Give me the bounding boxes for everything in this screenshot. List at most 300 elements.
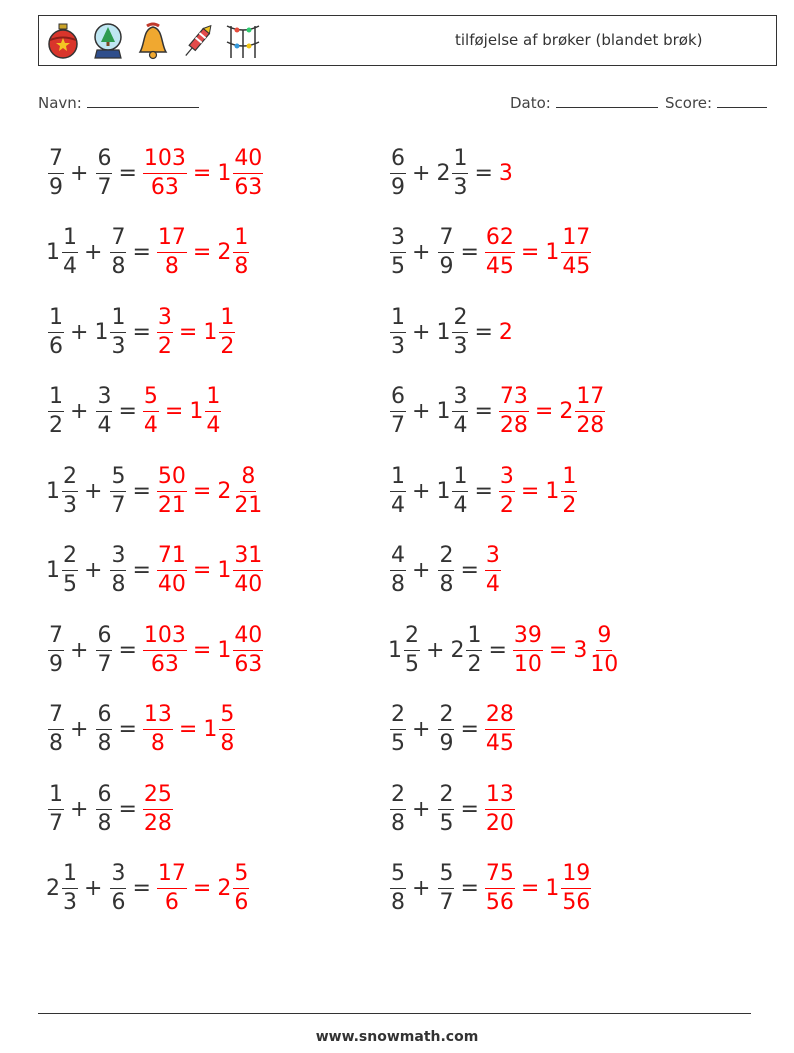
answer-fraction bbox=[157, 863, 187, 914]
addend-b-whole: 2 bbox=[436, 160, 451, 186]
addend-b bbox=[94, 145, 112, 200]
addend-a-numerator: 2 bbox=[404, 625, 420, 651]
answer-denominator: 2 bbox=[157, 333, 172, 359]
addend-a-numerator: 6 bbox=[390, 148, 406, 174]
problem-left-9 bbox=[46, 777, 173, 841]
addend-b bbox=[94, 704, 112, 755]
mixed-numerator: 17 bbox=[561, 227, 591, 253]
answer bbox=[157, 545, 263, 596]
mixed-numerator: 5 bbox=[219, 704, 235, 730]
mixed-fraction bbox=[233, 863, 249, 914]
name-field bbox=[38, 93, 199, 112]
addend-b-numerator: 7 bbox=[438, 227, 454, 253]
addend-a-denominator: 2 bbox=[49, 413, 63, 438]
mixed-numerator: 17 bbox=[575, 386, 605, 412]
addend-b-numerator: 2 bbox=[438, 784, 454, 810]
mixed-fraction bbox=[233, 145, 263, 200]
addend-a-numerator: 5 bbox=[390, 863, 406, 889]
answer-denominator: 4 bbox=[143, 413, 158, 438]
addend-b-fraction bbox=[452, 145, 468, 200]
answer-numerator: 71 bbox=[157, 545, 187, 571]
answer-numerator: 103 bbox=[143, 148, 187, 174]
answer-fraction bbox=[157, 463, 187, 518]
addend-a bbox=[388, 622, 420, 677]
problem-left-3 bbox=[46, 300, 235, 364]
addend-a bbox=[46, 386, 64, 437]
equals-sign: = bbox=[488, 637, 507, 663]
addend-a-denominator: 8 bbox=[391, 890, 405, 915]
plus-sign: + bbox=[70, 796, 89, 822]
addend-a-fraction bbox=[62, 545, 78, 596]
addend-a-numerator: 1 bbox=[48, 784, 64, 810]
addend-a bbox=[388, 386, 406, 437]
addend-a-denominator: 5 bbox=[405, 651, 419, 677]
answer-equals-sign: = bbox=[192, 637, 212, 663]
addend-a-numerator: 1 bbox=[48, 386, 64, 412]
problem-left-7 bbox=[46, 618, 263, 682]
plus-sign: + bbox=[70, 637, 89, 663]
mixed-whole: 1 bbox=[217, 160, 232, 186]
addend-a-fraction bbox=[48, 304, 64, 359]
equals-sign: = bbox=[132, 319, 151, 345]
addend-b-fraction bbox=[438, 781, 454, 836]
addend-a-denominator: 7 bbox=[49, 810, 63, 836]
plus-sign: + bbox=[412, 478, 431, 504]
addend-b-numerator: 1 bbox=[452, 466, 468, 492]
addend-b-denominator: 7 bbox=[97, 174, 112, 200]
answer-numerator: 39 bbox=[513, 625, 543, 651]
answer-fraction bbox=[485, 227, 515, 278]
addend-a-fraction bbox=[390, 545, 406, 596]
addend-a bbox=[46, 227, 78, 278]
equals-sign: = bbox=[118, 160, 137, 186]
problem-left-6 bbox=[46, 539, 263, 603]
addend-b-denominator: 9 bbox=[439, 731, 454, 756]
mixed-numerator: 40 bbox=[233, 625, 263, 651]
answer-denominator: 28 bbox=[143, 810, 172, 836]
addend-a-denominator: 8 bbox=[391, 572, 405, 597]
addend-a bbox=[46, 704, 64, 755]
addend-a-fraction bbox=[62, 227, 78, 278]
answer-equals-sign: = bbox=[192, 876, 212, 901]
addend-b bbox=[436, 863, 454, 914]
answer-denominator: 6 bbox=[164, 890, 179, 915]
addend-b-fraction bbox=[438, 863, 454, 914]
mixed-fraction bbox=[575, 386, 605, 437]
mixed-denominator: 63 bbox=[234, 174, 263, 200]
equals-sign: = bbox=[118, 399, 137, 424]
addend-a-numerator: 2 bbox=[62, 545, 78, 571]
mixed-whole: 3 bbox=[573, 637, 588, 663]
addend-b-fraction bbox=[96, 704, 112, 755]
answer-numerator: 3 bbox=[157, 307, 173, 333]
score-line[interactable] bbox=[717, 93, 767, 108]
addend-b-whole: 1 bbox=[436, 478, 451, 504]
addend-a bbox=[388, 145, 406, 200]
addend-a-denominator: 3 bbox=[391, 333, 405, 359]
problem-right-5 bbox=[388, 459, 577, 523]
answer bbox=[499, 161, 513, 186]
answer-denominator: 63 bbox=[150, 174, 179, 200]
name-line[interactable] bbox=[87, 93, 199, 108]
answer bbox=[157, 863, 249, 914]
answer-numerator: 17 bbox=[157, 227, 187, 253]
addend-a-fraction bbox=[48, 145, 64, 200]
addend-b-numerator: 2 bbox=[438, 704, 454, 730]
addend-a-numerator: 2 bbox=[62, 466, 78, 492]
mixed-fraction bbox=[233, 622, 263, 677]
equals-sign: = bbox=[132, 478, 151, 504]
plus-sign: + bbox=[70, 399, 89, 424]
addend-a-whole: 1 bbox=[46, 478, 60, 504]
addend-a-denominator: 4 bbox=[391, 492, 405, 518]
addend-b bbox=[450, 622, 482, 677]
addend-b-denominator: 2 bbox=[467, 651, 482, 677]
addend-b-fraction bbox=[110, 227, 126, 278]
mixed-numerator: 40 bbox=[233, 148, 263, 174]
footer-divider bbox=[38, 1013, 751, 1014]
answer bbox=[157, 227, 249, 278]
plus-sign: + bbox=[84, 478, 103, 504]
addend-a-fraction bbox=[390, 781, 406, 836]
addend-b bbox=[108, 545, 126, 596]
addend-a-fraction bbox=[390, 386, 406, 437]
answer-denominator: 8 bbox=[164, 254, 179, 279]
addend-b-denominator: 9 bbox=[439, 254, 454, 279]
addend-a-numerator: 7 bbox=[48, 704, 64, 730]
answer-fraction bbox=[485, 545, 501, 596]
addend-b-fraction bbox=[110, 463, 126, 518]
addend-b-whole: 1 bbox=[436, 399, 451, 424]
addend-b-denominator: 4 bbox=[453, 492, 468, 518]
plus-sign: + bbox=[412, 717, 431, 742]
addend-a bbox=[46, 545, 78, 596]
addend-b-numerator: 6 bbox=[96, 625, 112, 651]
answer-denominator: 10 bbox=[513, 651, 542, 677]
addend-b-denominator: 8 bbox=[111, 572, 126, 597]
answer-numerator: 62 bbox=[485, 227, 515, 253]
answer bbox=[143, 386, 221, 437]
answer-numerator: 28 bbox=[485, 704, 515, 730]
addend-a-denominator: 9 bbox=[391, 174, 405, 200]
mixed-fraction bbox=[219, 304, 235, 359]
addend-b bbox=[108, 463, 126, 518]
addend-b-fraction bbox=[452, 386, 468, 437]
addend-a-numerator: 1 bbox=[390, 307, 406, 333]
answer-equals-sign: = bbox=[520, 240, 540, 265]
addend-b bbox=[436, 304, 468, 359]
mixed-denominator: 2 bbox=[562, 492, 577, 518]
addend-a bbox=[46, 863, 78, 914]
answer-numerator: 3 bbox=[499, 466, 515, 492]
date-label: Dato: bbox=[510, 94, 551, 112]
addend-a-numerator: 2 bbox=[390, 704, 406, 730]
snow-globe-icon bbox=[90, 20, 126, 62]
bell-icon bbox=[135, 20, 171, 62]
addend-b bbox=[436, 704, 454, 755]
answer bbox=[485, 704, 515, 755]
answer-equals-sign: = bbox=[192, 160, 212, 186]
addend-a-denominator: 8 bbox=[391, 810, 405, 836]
addend-b-fraction bbox=[438, 545, 454, 596]
addend-a bbox=[46, 781, 64, 836]
addend-a bbox=[388, 704, 406, 755]
addend-b-numerator: 5 bbox=[110, 466, 126, 492]
addend-b-denominator: 7 bbox=[439, 890, 454, 915]
answer bbox=[143, 145, 263, 200]
addend-a bbox=[388, 227, 406, 278]
answer-fraction bbox=[143, 386, 159, 437]
mixed-numerator: 1 bbox=[561, 466, 577, 492]
addend-a-denominator: 6 bbox=[49, 333, 63, 359]
addend-b-fraction bbox=[96, 386, 112, 437]
addend-b-denominator: 8 bbox=[111, 254, 126, 279]
answer-fraction bbox=[485, 863, 515, 914]
mixed-denominator: 8 bbox=[234, 254, 249, 279]
problem-right-4 bbox=[388, 380, 605, 444]
addend-a-fraction bbox=[404, 622, 420, 677]
answer-fraction bbox=[157, 227, 187, 278]
addend-b bbox=[436, 386, 468, 437]
plus-sign: + bbox=[70, 160, 89, 186]
addend-a bbox=[46, 145, 64, 200]
addend-a-fraction bbox=[390, 145, 406, 200]
addend-a-fraction bbox=[390, 304, 406, 359]
answer bbox=[143, 704, 235, 755]
answer-denominator: 40 bbox=[157, 572, 186, 597]
addend-b bbox=[94, 622, 112, 677]
addend-b bbox=[436, 545, 454, 596]
addend-b-denominator: 8 bbox=[97, 810, 112, 836]
equals-sign: = bbox=[474, 399, 493, 424]
addend-b-numerator: 6 bbox=[96, 704, 112, 730]
answer bbox=[485, 545, 501, 596]
answer-denominator: 28 bbox=[499, 413, 528, 438]
mixed-whole: 1 bbox=[203, 319, 218, 345]
addend-b bbox=[436, 145, 468, 200]
addend-b-fraction bbox=[96, 781, 112, 836]
answer-denominator: 45 bbox=[485, 254, 514, 279]
addend-a-numerator: 2 bbox=[390, 784, 406, 810]
mixed-whole: 1 bbox=[203, 717, 218, 742]
mixed-fraction bbox=[205, 386, 221, 437]
addend-a bbox=[46, 463, 78, 518]
equals-sign: = bbox=[460, 717, 479, 742]
answer-whole: 3 bbox=[498, 160, 513, 186]
plus-sign: + bbox=[412, 240, 431, 265]
answer bbox=[485, 227, 591, 278]
addend-a-numerator: 7 bbox=[48, 625, 64, 651]
answer-denominator: 56 bbox=[485, 890, 514, 915]
answer-denominator: 21 bbox=[157, 492, 186, 518]
problem-right-2 bbox=[388, 221, 591, 285]
mixed-denominator: 8 bbox=[220, 731, 235, 756]
answer-numerator: 73 bbox=[499, 386, 529, 412]
answer-fraction bbox=[485, 781, 515, 836]
addend-b-denominator: 3 bbox=[453, 333, 468, 359]
answer-denominator: 63 bbox=[150, 651, 179, 677]
plus-sign: + bbox=[412, 558, 431, 583]
plus-sign: + bbox=[84, 876, 103, 901]
answer-numerator: 13 bbox=[143, 704, 173, 730]
mixed-denominator: 63 bbox=[234, 651, 263, 677]
addend-a bbox=[388, 463, 406, 518]
mixed-whole: 2 bbox=[217, 876, 232, 901]
score-label: Score: bbox=[665, 94, 713, 112]
addend-a-numerator: 1 bbox=[62, 227, 78, 253]
answer-equals-sign: = bbox=[192, 478, 212, 504]
equals-sign: = bbox=[460, 558, 479, 583]
answer-equals-sign: = bbox=[534, 399, 554, 424]
addend-b-numerator: 3 bbox=[110, 545, 126, 571]
addend-b-fraction bbox=[110, 545, 126, 596]
addend-a-fraction bbox=[390, 863, 406, 914]
addend-a-denominator: 3 bbox=[63, 890, 77, 915]
answer bbox=[485, 781, 515, 836]
mixed-fraction bbox=[589, 622, 619, 677]
mixed-whole: 1 bbox=[217, 637, 232, 663]
name-label: Navn: bbox=[38, 94, 82, 112]
addend-a-fraction bbox=[390, 227, 406, 278]
addend-a bbox=[388, 781, 406, 836]
problem-right-7 bbox=[388, 618, 619, 682]
addend-a-fraction bbox=[48, 704, 64, 755]
answer-fraction bbox=[157, 545, 187, 596]
answer bbox=[143, 622, 263, 677]
addend-a-fraction bbox=[390, 463, 406, 518]
answer-fraction bbox=[143, 145, 187, 200]
addend-a-fraction bbox=[390, 704, 406, 755]
answer-numerator: 13 bbox=[485, 784, 515, 810]
addend-a-numerator: 6 bbox=[390, 386, 406, 412]
addend-a-fraction bbox=[62, 463, 78, 518]
plus-sign: + bbox=[84, 558, 103, 583]
mixed-denominator: 40 bbox=[234, 572, 263, 597]
answer bbox=[485, 863, 591, 914]
addend-b-fraction bbox=[438, 227, 454, 278]
mixed-numerator: 19 bbox=[561, 863, 591, 889]
addend-b-denominator: 4 bbox=[97, 413, 112, 438]
mixed-fraction bbox=[233, 227, 249, 278]
answer-equals-sign: = bbox=[520, 876, 540, 901]
addend-b-fraction bbox=[452, 304, 468, 359]
plus-sign: + bbox=[412, 399, 431, 424]
answer-fraction bbox=[485, 704, 515, 755]
answer-fraction bbox=[143, 704, 173, 755]
date-line[interactable] bbox=[556, 93, 658, 108]
answer bbox=[157, 304, 235, 359]
addend-b-denominator: 5 bbox=[439, 810, 454, 836]
problem-right-8 bbox=[388, 698, 515, 762]
addend-a-numerator: 4 bbox=[390, 545, 406, 571]
addend-a-denominator: 9 bbox=[49, 651, 63, 677]
answer-equals-sign: = bbox=[178, 717, 198, 742]
addend-b-numerator: 5 bbox=[438, 863, 454, 889]
answer-fraction bbox=[499, 463, 515, 518]
answer bbox=[157, 463, 263, 518]
equals-sign: = bbox=[118, 796, 137, 822]
addend-a-whole: 1 bbox=[388, 637, 402, 663]
problem-left-2 bbox=[46, 221, 249, 285]
addend-b-denominator: 6 bbox=[111, 890, 126, 915]
addend-b bbox=[436, 781, 454, 836]
equals-sign: = bbox=[132, 558, 151, 583]
addend-b-denominator: 4 bbox=[453, 413, 468, 438]
addend-a bbox=[46, 304, 64, 359]
addend-b-numerator: 2 bbox=[452, 307, 468, 333]
addend-b-whole: 1 bbox=[436, 319, 451, 345]
addend-b-numerator: 7 bbox=[110, 227, 126, 253]
problem-left-4 bbox=[46, 380, 221, 444]
equals-sign: = bbox=[474, 319, 493, 345]
equals-sign: = bbox=[132, 876, 151, 901]
mixed-whole: 1 bbox=[217, 558, 232, 583]
equals-sign: = bbox=[460, 796, 479, 822]
addend-b-numerator: 1 bbox=[110, 307, 126, 333]
plus-sign: + bbox=[70, 717, 89, 742]
answer-numerator: 5 bbox=[143, 386, 159, 412]
addend-a-whole: 1 bbox=[46, 240, 60, 265]
plus-sign: + bbox=[412, 796, 431, 822]
problem-right-6 bbox=[388, 539, 501, 603]
plus-sign: + bbox=[412, 876, 431, 901]
mixed-numerator: 1 bbox=[205, 386, 221, 412]
answer-fraction bbox=[499, 386, 529, 437]
answer-denominator: 45 bbox=[485, 731, 514, 756]
mixed-fraction bbox=[219, 704, 235, 755]
equals-sign: = bbox=[132, 240, 151, 265]
addend-a bbox=[388, 863, 406, 914]
answer-fraction bbox=[513, 622, 543, 677]
addend-a-numerator: 7 bbox=[48, 148, 64, 174]
addend-a-denominator: 4 bbox=[63, 254, 77, 279]
addend-a-denominator: 8 bbox=[49, 731, 63, 756]
answer-equals-sign: = bbox=[548, 637, 568, 663]
date-field bbox=[510, 93, 658, 112]
addend-b-denominator: 8 bbox=[439, 572, 454, 597]
mixed-whole: 1 bbox=[189, 399, 204, 424]
problem-left-8 bbox=[46, 698, 235, 762]
answer-equals-sign: = bbox=[192, 558, 212, 583]
answer-equals-sign: = bbox=[520, 478, 540, 504]
answer-denominator: 4 bbox=[485, 572, 500, 597]
addend-b-fraction bbox=[96, 145, 112, 200]
answer-equals-sign: = bbox=[178, 319, 198, 345]
answer bbox=[143, 781, 173, 836]
addend-a-denominator: 5 bbox=[63, 572, 77, 597]
answer bbox=[499, 320, 513, 345]
answer-numerator: 50 bbox=[157, 466, 187, 492]
mixed-denominator: 21 bbox=[234, 492, 263, 518]
firework-rocket-icon bbox=[180, 20, 216, 62]
answer bbox=[499, 386, 605, 437]
mixed-numerator: 1 bbox=[233, 227, 249, 253]
problem-left-1 bbox=[46, 141, 263, 205]
equals-sign: = bbox=[474, 160, 493, 186]
answer-equals-sign: = bbox=[164, 399, 184, 424]
addend-b bbox=[436, 227, 454, 278]
worksheet-title: tilføjelse af brøker (blandet brøk) bbox=[455, 31, 703, 49]
plus-sign: + bbox=[84, 240, 103, 265]
addend-b bbox=[94, 304, 126, 359]
addend-a-denominator: 5 bbox=[391, 254, 405, 279]
mixed-numerator: 8 bbox=[240, 466, 256, 492]
addend-b-whole: 2 bbox=[450, 637, 465, 663]
addend-a-fraction bbox=[48, 781, 64, 836]
addend-b-fraction bbox=[110, 304, 126, 359]
header-icons bbox=[45, 20, 261, 62]
addend-b-denominator: 3 bbox=[453, 174, 468, 200]
